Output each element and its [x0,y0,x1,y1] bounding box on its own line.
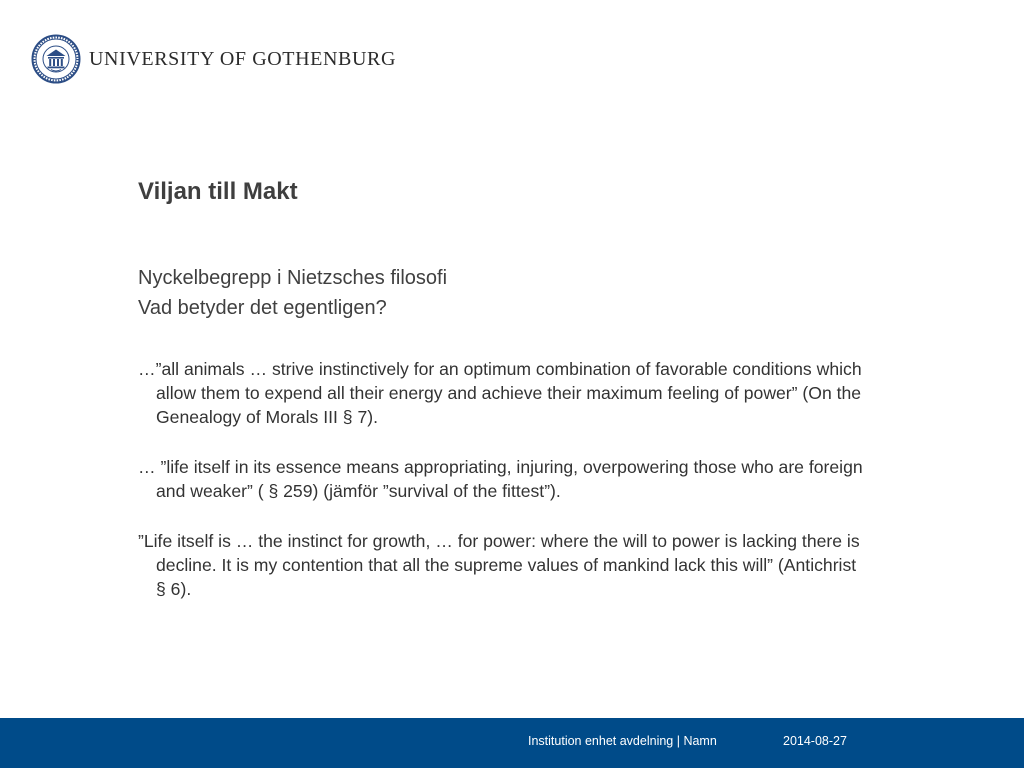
footer-date: 2014-08-27 [783,734,847,748]
slide-title: Viljan till Makt [138,178,298,205]
lead-line: Vad betyder det egentligen? [138,297,387,319]
university-seal-icon [31,34,81,84]
lead-lines [138,263,447,323]
header [31,34,396,84]
quote-paragraph: …”all animals … strive instinctively for an optimum combination of favorable conditions which allow them to expend all their energy and achieve their maximum feeling of power” (On the Genealogy of Morals III § 7). [138,359,862,427]
quote-list [138,357,868,627]
quote-paragraph: ”Life itself is … the instinct for growth, … for power: where the will to power is lacking there is decline. It is my contention that all the supreme values of mankind lack this will” (Antichrist § 6). [138,531,860,599]
university-name: UNIVERSITY OF GOTHENBURG [89,47,396,70]
footer-department: Institution enhet avdelning | Namn [528,734,717,748]
quote-paragraph: … ”life itself in its essence means appropriating, injuring, overpowering those who are foreign and weaker” ( § 259) (jämför ”survival of the fittest”). [138,457,863,501]
lead-line: Nyckelbegrepp i Nietzsches filosofi [138,267,448,289]
footer-bar [0,718,1024,768]
